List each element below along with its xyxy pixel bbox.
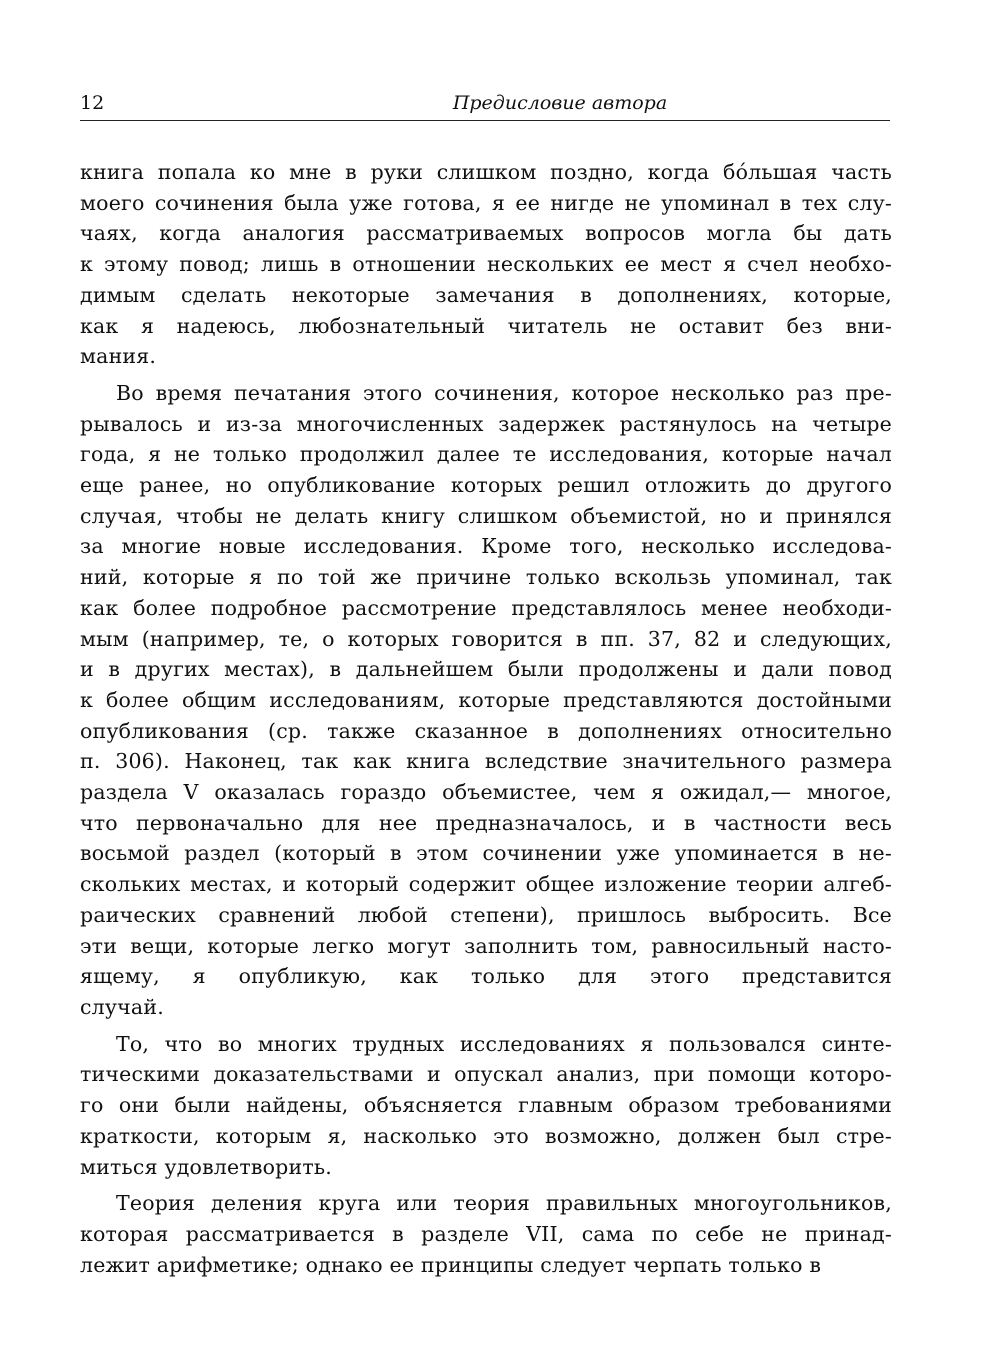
text-line: Теория деления круга или теория правильных многоугольников,: [116, 1191, 892, 1216]
page-number: 12: [80, 92, 105, 114]
text-line: чаях, когда аналогия рассматриваемых вопросов могла бы дать: [80, 221, 892, 246]
paragraph: [80, 1029, 892, 1183]
text-line: эти вещи, которые легко могут заполнить том, равносильный насто-: [80, 933, 892, 958]
text-line: что первоначально для нее предназначалось, и в частности весь: [80, 810, 892, 835]
paragraph: [80, 157, 892, 372]
text-line: ний, которые я по той же причине только вскользь упоминал, так: [80, 565, 892, 590]
text-line: за многие новые исследования. Кроме того, несколько исследова-: [80, 534, 892, 559]
text-line: моего сочинения была уже готова, я ее нигде не упоминал в тех слу-: [80, 190, 892, 215]
text-line: раических сравнений любой степени), пришлось выбросить. Все: [80, 902, 892, 927]
text-line: случая, чтобы не делать книгу слишком объемистой, но и принялся: [80, 503, 892, 528]
text-line: мания.: [80, 344, 157, 369]
paragraph: [80, 378, 892, 1023]
text-line: ящему, я опубликую, как только для этого представится: [80, 964, 892, 989]
text-line: которая рассматривается в разделе VII, сама по себе не принад-: [80, 1221, 892, 1246]
text-line: рывалось и из-за многочисленных задержек растянулось на четыре: [80, 411, 892, 436]
text-line: То, что во многих трудных исследованиях я пользовался синте-: [116, 1031, 892, 1056]
text-line: еще ранее, но опубликование которых решил отложить до другого: [80, 473, 892, 498]
text-line: к этому повод; лишь в отношении нескольких ее мест я счел необхо-: [80, 252, 892, 277]
text-line: года, я не только продолжил далее те исследования, которые начал: [80, 442, 892, 467]
text-line: го они были найдены, объясняется главным образом требованиями: [80, 1093, 892, 1118]
text-line: п. 306). Наконец, так как книга вследствие значительного размера: [80, 749, 892, 774]
text-line: к более общим исследованиям, которые представляются достойными: [80, 687, 892, 712]
text-line: восьмой раздел (который в этом сочинении уже упоминается в не-: [80, 841, 892, 866]
text-line: миться удовлетворить.: [80, 1154, 332, 1179]
text-line: краткости, которым я, насколько это возможно, должен был стре-: [80, 1123, 892, 1148]
running-title: Предисловие автора: [452, 92, 668, 114]
text-line: раздела V оказалась гораздо объемистее, чем я ожидал,— многое,: [80, 780, 892, 805]
text-line: мым (например, те, о которых говорится в пп. 37, 82 и следующих,: [80, 626, 892, 651]
text-line: случай.: [80, 994, 164, 1019]
text-line: книга попала ко мне в руки слишком поздно, когда бóльшая часть: [80, 160, 892, 184]
text-line: и в других местах), в дальнейшем были продолжены и дали повод: [80, 657, 892, 682]
text-line: тическими доказательствами и опускал анализ, при помощи которо-: [80, 1062, 892, 1087]
text-line: как более подробное рассмотрение представлялось менее необходи-: [80, 595, 892, 620]
text-line: опубликования (ср. также сказанное в дополнениях относительно: [80, 718, 892, 743]
text-line: как я надеюсь, любознательный читатель не оставит без вни-: [80, 313, 892, 338]
text-line: скольких местах, и который содержит общее изложение теории алгеб-: [80, 872, 892, 897]
paragraph: [80, 1188, 892, 1280]
text-line: лежит арифметике; однако ее принципы следует черпать только в: [80, 1252, 822, 1277]
text-line: Во время печатания этого сочинения, которое несколько раз пре-: [116, 380, 892, 405]
running-header: [80, 88, 890, 121]
body-text: [80, 157, 892, 1286]
text-line: димым сделать некоторые замечания в дополнениях, которые,: [80, 282, 892, 307]
